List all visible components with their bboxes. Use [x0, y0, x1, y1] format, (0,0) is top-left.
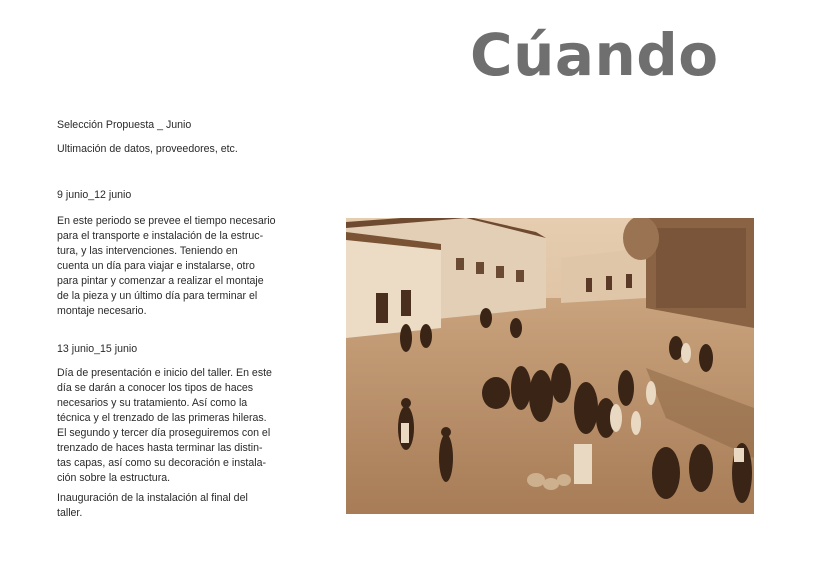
inauguration-note: Inauguración de la instalación al final del taller.	[57, 492, 248, 519]
finalization-line: Ultimación de datos, proveedores, etc.	[57, 143, 238, 155]
page-title: Cúando	[470, 21, 719, 89]
historic-village-street-photo	[346, 218, 754, 514]
period1-dates: 9 junio_12 junio	[57, 189, 132, 201]
selection-line: Selección Propuesta _ Junio	[57, 119, 192, 131]
period2-dates: 13 junio_15 junio	[57, 343, 138, 355]
period2-description: Día de presentación e inicio del taller. En este día se darán a conocer los tipos de haces necesarios y su tratamiento. Así como la técnica y el trenzado de las primeras hileras. El segundo y tercer día proseguiremos con el trenzado de haces hasta terminar las distin- tas capas, así como su decoración e instala- ción sobre la estructura.	[57, 367, 272, 484]
period1-description: En este periodo se prevee el tiempo necesario para el transporte e instalación de la estruc- tura, y las intervenciones. Teniendo en cuenta un día para viajar e instalarse, otro para pintar y comenzar a realizar el montaje de la pieza y un último día para terminar el montaje necesario.	[57, 215, 276, 317]
